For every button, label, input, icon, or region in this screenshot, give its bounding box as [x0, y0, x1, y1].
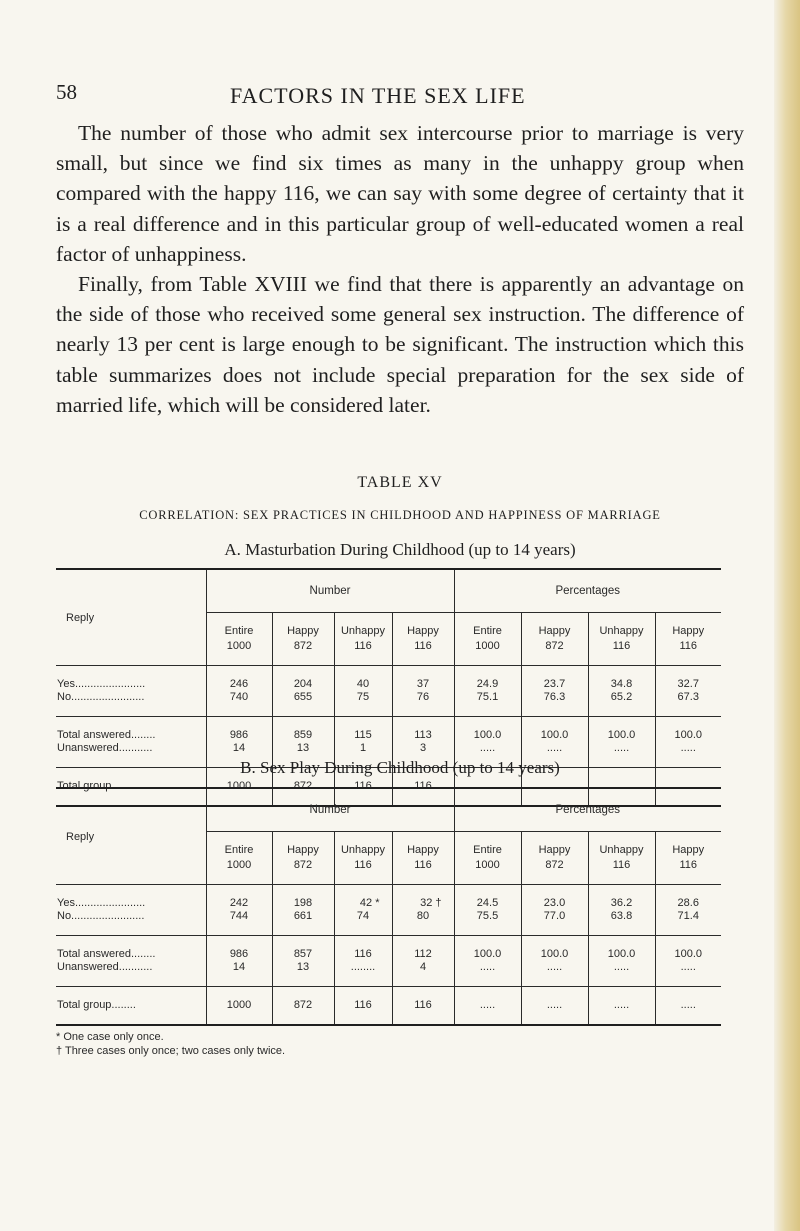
- table-cell: 75: [334, 691, 392, 717]
- table-cell: 100.0: [521, 936, 588, 962]
- subtable-a-title: A. Masturbation During Childhood (up to 14 years): [224, 540, 576, 559]
- table-cell: 100.0: [588, 717, 655, 743]
- row-label: No........................: [57, 910, 145, 922]
- table-cell: 24.9: [454, 666, 521, 692]
- table-cell: .....: [521, 987, 588, 1026]
- column-header: Entire 1000: [454, 832, 521, 885]
- row-label: No........................: [57, 691, 145, 703]
- table-cell: 740: [206, 691, 272, 717]
- table-cell: .....: [521, 742, 588, 768]
- footnote-asterisk: * One case only once.: [56, 1031, 164, 1043]
- table-cell: 986: [206, 936, 272, 962]
- table-cell: 36.2: [588, 885, 655, 911]
- table-cell: .....: [655, 987, 721, 1026]
- row-label: Unanswered...........: [57, 742, 153, 754]
- table-cell: 246: [206, 666, 272, 692]
- table-cell: 37: [392, 666, 454, 692]
- table-cell: 857: [272, 936, 334, 962]
- table-cell: ........: [334, 961, 392, 987]
- table-cell: 75.5: [454, 910, 521, 936]
- table-cell: 63.8: [588, 910, 655, 936]
- table-cell: .....: [454, 768, 521, 807]
- column-header: Unhappy 116: [588, 613, 655, 666]
- table-cell: 24.5: [454, 885, 521, 911]
- table-cell: 42 *: [334, 885, 392, 911]
- table-cell: .....: [588, 742, 655, 768]
- row-label: Unanswered...........: [57, 961, 153, 973]
- column-header: Entire 1000: [206, 832, 272, 885]
- table-cell: 113: [392, 717, 454, 743]
- column-header: Happy 116: [655, 832, 721, 885]
- table-cell: 28.6: [655, 885, 721, 911]
- table-cell: 1000: [206, 768, 272, 807]
- table-cell: 204: [272, 666, 334, 692]
- subtable-b-title: B. Sex Play During Childhood (up to 14 years): [240, 758, 560, 777]
- table-cell: 14: [206, 961, 272, 987]
- table-cell: 76.3: [521, 691, 588, 717]
- table-cell: 115: [334, 717, 392, 743]
- table-cell: 100.0: [655, 936, 721, 962]
- table-cell: 65.2: [588, 691, 655, 717]
- table-row: [56, 666, 721, 692]
- table-cell: 13: [272, 961, 334, 987]
- reply-header: Reply: [56, 569, 206, 666]
- table-cell: 986: [206, 717, 272, 743]
- column-header: Entire 1000: [206, 613, 272, 666]
- paragraph-intercourse: The number of those who admit sex intercourse prior to marriage is very small, but since we find six times as many in the unhappy group when compared with the happy 116, we can say with some degree of certainty that it is a real difference and in this particular group of well-educated women a real factor of unhappiness.: [56, 121, 744, 266]
- table-cell: 23.0: [521, 885, 588, 911]
- column-header: Happy 872: [521, 613, 588, 666]
- row-label: Total answered........: [56, 717, 206, 743]
- column-header: Unhappy 116: [334, 832, 392, 885]
- table-cell: 1000: [206, 987, 272, 1026]
- table-row: [56, 717, 721, 743]
- row-label: Total group........: [56, 768, 206, 807]
- table-cell: .....: [588, 768, 655, 807]
- table-cell: 116: [334, 936, 392, 962]
- table-cell: 100.0: [454, 717, 521, 743]
- table-cell: 112: [392, 936, 454, 962]
- paragraph-instruction: Finally, from Table XVIII we find that there is apparently an advantage on the side of those who received some general sex instruction. The difference of nearly 13 per cent is large enough to be significant. The instruction which this table summarizes does not include special preparation for the sex side of married life, which will be considered later.: [56, 272, 744, 417]
- sex-play-table: [56, 787, 721, 1026]
- page-edge: [774, 0, 800, 1231]
- row-label: Total group........: [56, 987, 206, 1026]
- table-title: TABLE XV: [357, 474, 443, 491]
- table-cell: 23.7: [521, 666, 588, 692]
- column-header: Unhappy 116: [588, 832, 655, 885]
- table-cell: 100.0: [454, 936, 521, 962]
- table-cell: 32 †: [392, 885, 454, 911]
- table-row: [56, 936, 721, 962]
- column-header: Unhappy 116: [334, 613, 392, 666]
- table-cell: 3: [392, 742, 454, 768]
- table-cell: .....: [454, 961, 521, 987]
- column-header: Entire 1000: [454, 613, 521, 666]
- column-header: Happy 116: [655, 613, 721, 666]
- table-cell: .....: [454, 987, 521, 1026]
- table-correlation-caption: CORRELATION: SEX PRACTICES IN CHILDHOOD AND HAPPINESS OF MARRIAGE: [139, 508, 661, 522]
- page-number: 58: [56, 80, 77, 104]
- running-title: FACTORS IN THE SEX LIFE: [230, 83, 526, 108]
- table-cell: 75.1: [454, 691, 521, 717]
- table-cell: 198: [272, 885, 334, 911]
- table-row: [56, 910, 721, 936]
- table-row: [56, 961, 721, 987]
- table-cell: .....: [588, 961, 655, 987]
- table-cell: 116: [334, 987, 392, 1026]
- column-header: Happy 116: [392, 613, 454, 666]
- table-cell: 71.4: [655, 910, 721, 936]
- table-cell: 40: [334, 666, 392, 692]
- table-cell: 859: [272, 717, 334, 743]
- table-cell: .....: [588, 987, 655, 1026]
- table-cell: 661: [272, 910, 334, 936]
- column-header: Happy 872: [521, 832, 588, 885]
- table-cell: 100.0: [655, 717, 721, 743]
- table-cell: 116: [392, 768, 454, 807]
- table-cell: 13: [272, 742, 334, 768]
- number-header: Number: [206, 788, 454, 832]
- table-cell: .....: [655, 768, 721, 807]
- row-label: Total answered........: [56, 936, 206, 962]
- table-cell: .....: [655, 961, 721, 987]
- table-cell: 744: [206, 910, 272, 936]
- table-cell: 4: [392, 961, 454, 987]
- table-cell: 77.0: [521, 910, 588, 936]
- reply-header: Reply: [56, 788, 206, 885]
- table-cell: 100.0: [588, 936, 655, 962]
- row-label: Yes.......................: [56, 885, 206, 911]
- table-cell: 1: [334, 742, 392, 768]
- column-header: Happy 872: [272, 832, 334, 885]
- percentages-header: Percentages: [454, 569, 721, 613]
- table-cell: .....: [521, 768, 588, 807]
- table-row: [56, 987, 721, 1026]
- table-cell: 76: [392, 691, 454, 717]
- table-row: [56, 885, 721, 911]
- table-cell: 242: [206, 885, 272, 911]
- table-cell: 872: [272, 768, 334, 807]
- table-cell: 14: [206, 742, 272, 768]
- table-row: [56, 691, 721, 717]
- column-header: Happy 872: [272, 613, 334, 666]
- table-cell: 32.7: [655, 666, 721, 692]
- table-cell: 872: [272, 987, 334, 1026]
- table-cell: 100.0: [521, 717, 588, 743]
- table-cell: .....: [655, 742, 721, 768]
- table-cell: 116: [334, 768, 392, 807]
- row-label: Yes.......................: [56, 666, 206, 692]
- footnote-dagger: † Three cases only once; two cases only twice.: [56, 1045, 286, 1057]
- number-header: Number: [206, 569, 454, 613]
- table-cell: 116: [392, 987, 454, 1026]
- table-cell: .....: [454, 742, 521, 768]
- table-cell: 34.8: [588, 666, 655, 692]
- table-cell: 80: [392, 910, 454, 936]
- column-header: Happy 116: [392, 832, 454, 885]
- table-cell: 67.3: [655, 691, 721, 717]
- table-cell: .....: [521, 961, 588, 987]
- table-cell: 655: [272, 691, 334, 717]
- percentages-header: Percentages: [454, 788, 721, 832]
- table-cell: 74: [334, 910, 392, 936]
